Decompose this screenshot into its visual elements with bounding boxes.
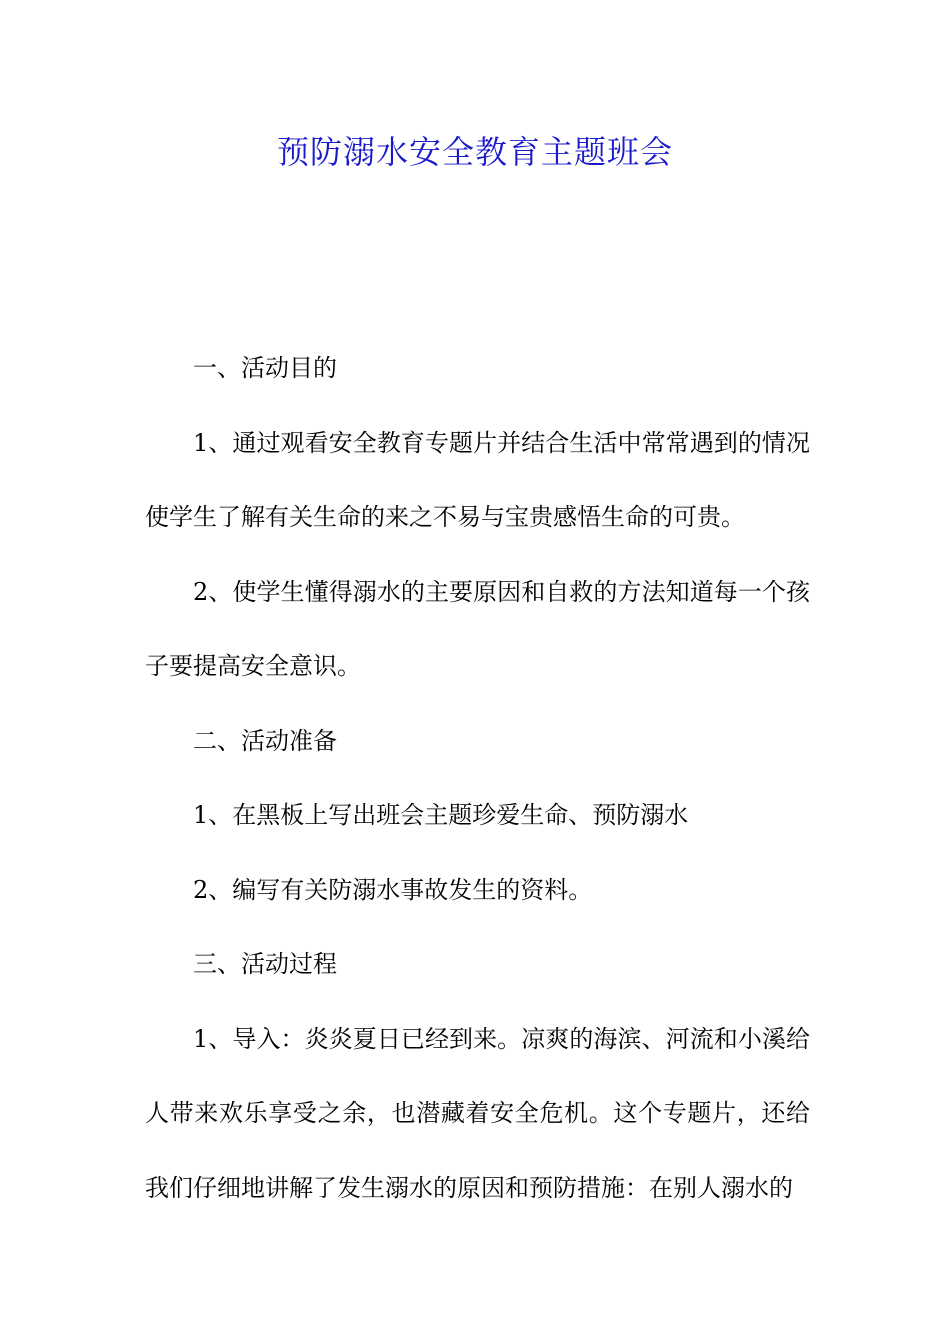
paragraph-objective-2: 2、使学生懂得溺水的主要原因和自救的方法知道每一个孩子要提高安全意识。 xyxy=(145,577,810,680)
section-heading-preparation: 二、活动准备 xyxy=(193,726,337,755)
document-body xyxy=(145,331,810,1225)
paragraph-preparation-1: 1、在黑板上写出班会主题珍爱生命、预防溺水 xyxy=(193,801,689,829)
paragraph-preparation-2: 2、编写有关防溺水事故发生的资料。 xyxy=(193,875,593,904)
paragraph-objective-1: 1、通过观看安全教育专题片并结合生活中常常遇到的情况使学生了解有关生命的来之不易与宝贵感悟生命的可贵。 xyxy=(145,428,810,531)
document-title: 预防溺水安全教育主题班会 xyxy=(276,133,673,171)
paragraph-process-1: 1、导入：炎炎夏日已经到来。凉爽的海滨、河流和小溪给人带来欢乐享受之余，也潜藏着安全危机。这个专题片，还给我们仔细地讲解了发生溺水的原因和预防措施：在别人溺水的 xyxy=(145,1024,810,1202)
section-heading-objectives: 一、活动目的 xyxy=(193,354,337,382)
section-heading-process: 三、活动过程 xyxy=(193,950,337,978)
